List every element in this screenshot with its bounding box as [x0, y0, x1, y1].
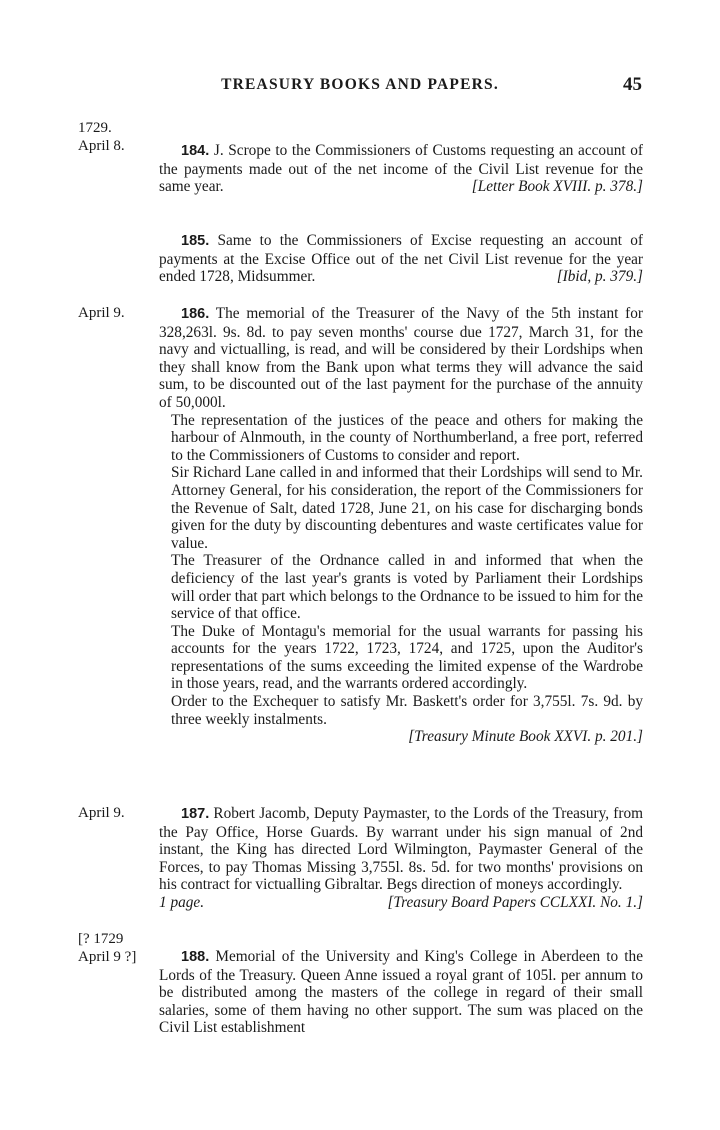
entry-body: Robert Jacomb, Deputy Paymaster, to the Lords of the Treasury, from the Pay Office, Horse Guards. By warrant under his sign manual of 2nd instant, the King has directed Lord Wilmington, Paymaster General of the Forces, to pay Thomas Missing 3,755l. 8s. 5d. for two months' provisions on his contract for victualling Gibraltar. Begs direction of moneys accordingly.	[159, 805, 643, 894]
entry-reference: [Treasury Minute Book XXVI. p. 201.]	[408, 728, 643, 746]
entry-body: Memorial of the University and King's College in Aberdeen to the Lords of the Treasury. Queen Anne issued a royal grant of 105l. per annum to be distributed among the masters of the college in regard of their small salaries, some of them having no other support. The sum was placed on the Civil List establishment	[159, 948, 643, 1037]
entry-number: 186.	[181, 306, 210, 322]
entry-paragraph: Sir Richard Lane called in and informed that their Lordships will send to Mr. Attorney General, for his consideration, the report of the Commissioners for the Revenue of Salt, dated 1728, June 21, on his case for discharging bonds given for the duty by discounting debentures and waste certificates value for value.	[171, 464, 643, 552]
entry-paragraph: The representation of the justices of the peace and others for making the harbour of Alnmouth, in the county of Northumberland, a free port, referred to the Commissioners of Customs to consider and report.	[171, 411, 643, 464]
entry-date: 1729. April 8.	[78, 120, 125, 154]
entry-pages: 1 page.	[159, 893, 205, 911]
entry-text	[159, 805, 643, 894]
entry-date: [? 1729 April 9 ?]	[78, 931, 137, 965]
entry-number: 188.	[181, 949, 210, 965]
entry-paragraph: The Duke of Montagu's memorial for the usual warrants for passing his accounts for the years 1722, 1723, 1724, and 1725, upon the Auditor's representations of the sums exceeding the limited expense of the Wardrobe in those years, read, and the warrants ordered accordingly.	[171, 622, 643, 693]
entry-number: 187.	[181, 806, 210, 822]
entry-reference: [Treasury Board Papers CCLXXI. No. 1.]	[387, 893, 643, 911]
entry-date: April 9.	[78, 305, 125, 321]
page-header	[0, 76, 720, 100]
page-number: 45	[623, 74, 642, 95]
entry-paragraph: The Treasurer of the Ordnance called in and informed that when the deficiency of the last year's grants is voted by Parliament their Lordships will order that part which belongs to the Ordnance to be issued to him for the service of that office.	[171, 552, 643, 623]
entry-number: 185.	[181, 233, 210, 249]
entry-text	[159, 948, 643, 1037]
entry-pages-line	[159, 894, 643, 912]
entry-number: 184.	[181, 143, 210, 159]
entry-reference: [Letter Book XVIII. p. 378.]	[471, 178, 643, 196]
entry-date: April 9.	[78, 805, 125, 821]
entry-text	[159, 305, 643, 412]
entry-paragraph: Order to the Exchequer to satisfy Mr. Baskett's order for 3,755l. 7s. 9d. by three weekly instalments.	[171, 693, 643, 728]
entry-body: The memorial of the Treasurer of the Navy of the 5th instant for 328,263l. 9s. 8d. to pay seven months' course due 1727, March 31, for the navy and victualling, is read, and will be considered by their Lordships when they shall know from the Bank upon what terms they will advance the said sum, to be discounted out of the last payment for the purchase of the annuity of 50,000l.	[159, 305, 643, 411]
entry-body: Same to the Commissioners of Excise requesting an account of payments at the Excise Office out of the net Civil List revenue for the year ended 1728, Midsummer.	[159, 232, 643, 286]
entry-reference: [Ibid, p. 379.]	[556, 268, 643, 286]
running-title: TREASURY BOOKS AND PAPERS.	[221, 76, 499, 93]
entry-body: J. Scrope to the Commissioners of Customs requesting an account of the payments made out of the net income of the Civil List revenue for the same year.	[159, 142, 644, 196]
